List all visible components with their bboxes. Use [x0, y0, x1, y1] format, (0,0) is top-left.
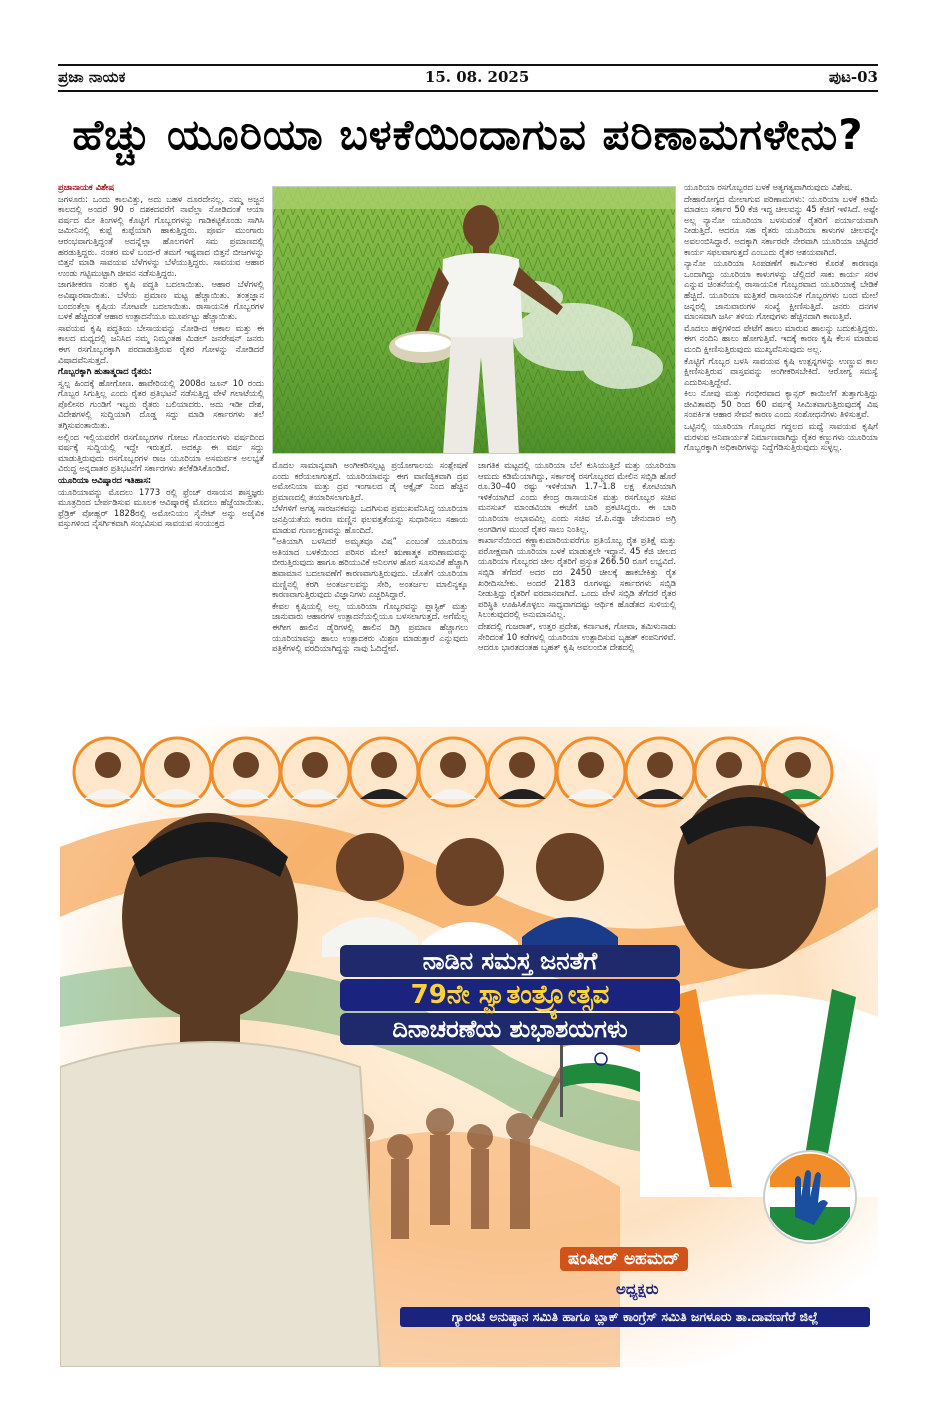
article-column-2: [272, 460, 468, 727]
paragraph: ಅಲ್ಲಿಂದ ಇಲ್ಲಿಯವರೆಗೆ ರಸಗೊಬ್ಬರಗಳ ಗೋಜು ಗೊಂದಲಗಳು ವರ್ಷದಿಂದ ವರ್ಷಕ್ಕೆ ಸುದ್ದಿಯಲ್ಲಿ ಇದ್ದೇ ಇರುತ್ತದೆ. ಅದಕ್ಕೂ ಈ ವರ್ಷ ಸದ್ದು ಮಾಡುತ್ತಿರುವುದು ರಸಗೊಬ್ಬರಗಳ ರಾಜ ಯೂರಿಯಾ ಅಸಮರ್ಪಕ ಅಲಭ್ಯತೆ ವಿರುದ್ಧ ಅನ್ನದಾತರ ಪ್ರತಿಭಟನೆಗೆ ಸರ್ಕಾರಗಳು ತಲೆಕೆಡಿಸಿಕೊಂಡಿವೆ.: [58, 431, 264, 474]
article-column-4: [684, 182, 878, 727]
greeting-line-3: ದಿನಾಚರಣೆಯ ಶುಭಾಶಯಗಳು: [340, 1013, 680, 1045]
greeting-line-1: ನಾಡಿನ ಸಮಸ್ತ ಜನತೆಗೆ: [340, 945, 680, 977]
independence-day-advertisement: [60, 727, 878, 1367]
article-column-3: [478, 460, 676, 727]
paragraph: ಬೆಳೆಗಳಿಗೆ ಅಗತ್ಯ ಸಾರಜನಕವನ್ನು ಒದಗಿಸುವ ಪ್ರಮುಖವೆನಿಸಿದ್ದ ಯೂರಿಯಾ ಜನಪ್ರಿಯತೆಯ ಕಾರಣ ಮಣ್ಣಿನ ಫಲವತ್ತತೆಯನ್ನು ಸುಧಾರಿಸಲು ಸಹಾಯ ಮಾಡುವ ಗುಣಲಕ್ಷಣವನ್ನು ಹೊಂದಿದೆ.: [272, 503, 468, 535]
advertiser-name: ಷಂಷೀರ್ ಅಹಮದ್: [560, 1247, 688, 1271]
masthead-rule-bottom: [58, 90, 878, 92]
paragraph: ಜಾಗತೀಕರಣ ನಂತರ ಕೃಷಿ ಪದ್ಧತಿ ಬದಲಾಯಿತು. ಆಹಾರ ಬೆಳೆಗಳಲ್ಲಿ ಅವಿಷ್ಕಾರವಾಯಿತು. ಬೆಳೆಯ ಪ್ರಮಾಣ ಮಟ್ಟ ಹೆಚ್ಚಾಯಿತು. ತಂತ್ರಜ್ಞಾನ ಬಂದಂತೆಲ್ಲಾ ಕೃಷಿಯ ನೋಟವೇ ಬದಲಾಯಿತು. ರಾಸಾಯನಿಕ ಗೊಬ್ಬರಗಳ ಬಳಕೆ ಹೆಚ್ಚಿದಂತೆ ಆಹಾರ ಉತ್ಪಾದನೆಯೂ ಮೂರ್ಪಟ್ಟು ಹೆಚ್ಚಾಯಿತು.: [58, 279, 264, 322]
paragraph: ಕಾರ್ಖಾನೆಯಿಂದ ಕಣ್ಣಾಕುಮಾರಿಯವರೆಗೂ ಪ್ರತಿಯೊಬ್ಬ ರೈತ ಪ್ರತಿಕ್ಷೆ ಮತ್ತು ಪರೋಕ್ಷವಾಗಿ ಯೂರಿಯಾ ಬಳಕೆ ಮಾಡುತ್ತಲೇ ಇದ್ದಾನೆ. 45 ಕೆಜಿ ಚೀಲದ ಯೂರಿಯಾ ಗೊಬ್ಬರದ ಚೀಲ ರೈತರಿಗೆ ಪ್ರಸ್ತುತ 266.50 ರೂಗೆ ಲಭ್ಯವಿದೆ. ಸಬ್ಸಿಡಿ ತೆಗೆದರೆ ಅದರ ದರ 2450 ಚೀಲಕ್ಕೆ ಹಾಕಬೇಕಿತ್ತು ರೈತ ಖರೀದಿಸಬೇಕು. ಅಂದರೆ 2183 ರೂಗಳಷ್ಟು ಸರ್ಕಾರಗಳು ಸಬ್ಸಿಡಿ ನೀಡುತ್ತಿದ್ದು ರೈತರಿಗೆ ವರದಾನವಾಗಿದೆ. ಒಂದು ವೇಳೆ ಸಬ್ಸಿಡಿ ತೆಗೆದರೆ ರೈತರ ಪರಿಸ್ಥಿತಿ ಊಹಿಸಿಕೊಳ್ಳಲು ಸಾಧ್ಯವಾಗದಷ್ಟು ಆರ್ಥಿಕ ಹೊಡೆತದ ಸುಳಿಯಲ್ಲಿ ಸಿಲುಕುವುದರಲ್ಲಿ ಅನುಮಾನವಿಲ್ಲ.: [478, 535, 676, 620]
advertiser-organisation: ಗ್ಯಾರಂಟಿ ಅನುಷ್ಠಾನ ಸಮಿತಿ ಹಾಗೂ ಬ್ಲಾಕ್ ಕಾಂಗ್ರೆಸ್ ಸಮಿತಿ ಜಗಳೂರು ತಾ.ದಾವಣಗೆರೆ ಜಿಲ್ಲೆ: [400, 1307, 870, 1327]
paragraph: ಸಾವಯವ ಕೃಷಿ ಪದ್ಧತಿಯ ಬೇಸಾಯವನ್ನು ನೋಡಿ-ದ ಆಕಾಲ ಮತ್ತು ಈ ಕಾಲದ ಮಧ್ಯದಲ್ಲಿ ಜನಿಸಿದ ನಮ್ಮ ನಿಮ್ಮಂತಹ ಮಿಡಲ್ ಜನರೇಷನ್ ಜನರು ಈಗ ರಸಗೊಬ್ಬರಕ್ಕಾಗಿ ಪರದಾಡುತ್ತಿರುವ ರೈತರ ಗೋಳನ್ನು ನೋಡಿದರೆ ವಿಷಾದವೆನಿಸುತ್ತದೆ.: [58, 322, 264, 365]
subheading: ಗೊಬ್ಬರಕ್ಕಾಗಿ ಹುತಾತ್ಮರಾದ ರೈತರು:: [58, 366, 152, 377]
portrait-circle: [350, 738, 418, 806]
ad-greeting: [340, 943, 680, 1047]
portrait-circle: [419, 738, 487, 806]
paragraph: “ಅತಿಯಾಗಿ ಬಳಸಿದರೆ ಅಮೃತವೂ ವಿಷ” ಎಂಬಂತೆ ಯೂರಿಯಾ ಅತಿಯಾದ ಬಳಕೆಯಿಂದ ಪರಿಸರ ಮೇಲೆ ಋಣಾತ್ಮಕ ಪರಿಣಾಮವನ್ನು ಬೀರುತ್ತಿರುವುದು ಹಾಗೂ ಹರಿಯುವಿಕೆ ಅನಿಲಗಳ ಹೊರ ಸೂಸುವಿಕೆ ಹೆಚ್ಚಾಗಿ ಹವಾಮಾನ ಬದಲಾವಣೆಗೆ ಕಾರಣವಾಗುತ್ತಿರುವುದು. ಜೊತೆಗೆ ಯೂರಿಯಾ ಮಣ್ಣಿನಲ್ಲಿ ಕರಗಿ ಅಂತರ್ಜಲವನ್ನು ಸೇರಿ, ಅಂತರ್ಜಲ ಮಾಲಿನ್ಯಕ್ಕೂ ಕಾರಣವಾಗುತ್ತಿರುವುದು ವಿಜ್ಞಾನಿಗಳು ಎಚ್ಚರಿಸಿದ್ದಾರೆ.: [272, 536, 468, 600]
article-column-1: [58, 182, 264, 727]
greeting-line-2: 79ನೇ ಸ್ವಾತಂತ್ರ್ಯೋತ್ಸವ: [340, 979, 680, 1011]
portrait-circle: [488, 738, 556, 806]
advertiser-designation: ಅಧ್ಯಕ್ಷರು: [616, 1280, 659, 1298]
portrait-circle: [143, 738, 211, 806]
paragraph: ದೇಹಾರೋಗ್ಯದ ಮೇಲಾಗುವ ಪರಿಣಾಮಗಳು: ಯೂರಿಯಾ ಬಳಕೆ ಕಡಿಮೆ ಮಾಡಲು ಸರ್ಕಾರ 50 ಕೆಜಿ ಇದ್ದ ಚೀಲವನ್ನು 45 ಕೆಜಿಗೆ ಇಳಿಸಿದೆ. ಅಷ್ಟೇ ಅಲ್ಲ ನ್ಯಾನೋ ಯೂರಿಯಾ ಬಳಸುವಂತೆ ರೈತರಿಗೆ ಪರ್ಯಾಯವಾಗಿ ನೀಡುತ್ತಿದೆ. ಆದರೂ ಸಹ ರೈತರು ಯೂರಿಯಾ ಕಾಳುಗಳ ಚೀಲವನ್ನೇ ಅವಲಂಬಿಸಿದ್ದಾರೆ. ಅದಕ್ಕಾಗಿ ಸರ್ಕಾರವೇ ನೇರವಾಗಿ ಯೂರಿಯಾ ಚಟ್ಟಿದರೆ ಕಾರ್ಯ ಸಫಲವಾಗುತ್ತದೆ ಎಂಬುದು ರೈತರ ಆಶಯವಾಗಿದೆ.: [684, 193, 878, 257]
headline: ಹೆಚ್ಚು ಯೂರಿಯಾ ಬಳಕೆಯಿಂದಾಗುವ ಪರಿಣಾಮಗಳೇನು?: [72, 110, 864, 159]
masthead: [58, 60, 878, 94]
paragraph: ಜಗಳೂರು: ಒಂದು ಕಾಲವಿತ್ತು, ಅದು ಬಹಳ ದೂರದೇನಲ್ಲ. ನಮ್ಮ ಅಜ್ಜನ ಕಾಲದಲ್ಲಿ ಅಂದರೆ 90 ರ ದಶಕದವರೆಗೆ ನಾವೆಲ್ಲಾ ನೋಡಿದಂತೆ ಆಯಾ ವರ್ಷದ ಮೇ ತಿಂಗಳಲ್ಲಿ ಕೊಟ್ಟಿಗೆ ಗೊಬ್ಬರಗಳನ್ನು ಗಾಡಿಕಟ್ಟಿಕೊಂಡು ಸಾಗಿಸಿ ಜಮೀನಿನಲ್ಲಿ ಕುಪ್ಪೆ ಕುಪ್ಪೆಯಾಗಿ ಹಾಕುತ್ತಿದ್ದರು. ಪೂರ್ವ ಮುಂಗಾರು ಆರಂಭವಾಗುತ್ತಿದ್ದಂತೆ ಅದನ್ನೆಲ್ಲಾ ಹೊಲಗಳಿಗೆ ಸಮ ಪ್ರಮಾಣದಲ್ಲಿ ಹರಡುತ್ತಿದ್ದರು. ನಂತರ ಮಳೆ ಬಂದ-ರೆ ತಮಗೆ ಇಷ್ಟವಾದ ಬಿತ್ತನೆ ಬೀಜಗಳನ್ನು ಬಿತ್ತನೆ ಮಾಡಿ ಸಾವಯವ ಬೆಳೆಗಳನ್ನು ಬೆಳೆಯುತ್ತಿದ್ದರು. ಸಾವಯವ ಆಹಾರ ಉಂಡು ಗಟ್ಟಿಮುಟ್ಟಾಗಿ ಜೀವನ ನಡೆಸುತ್ತಿದ್ದರು.: [58, 193, 264, 278]
portrait-circle: [212, 738, 280, 806]
paragraph: ಒಟ್ಟಿನಲ್ಲಿ ಯೂರಿಯಾ ಗೊಬ್ಬರದ ಗದ್ದಲದ ಮಧ್ಯೆ ಸಾವಯವ ಕೃಷಿಗೆ ಮರಳುವ ಅನಿವಾರ್ಯತೆ ನಿರ್ಮಾಣವಾಗಿದ್ದು ರೈತರ ಕಣ್ಣುಗಳು ಯೂರಿಯಾ ಗೊಬ್ಬರಕ್ಕಾಗಿ ಅಧಿಕಾರಿಗಳನ್ನು ನಿದ್ದೆಗೆಡಿಸುತ್ತಿರುವುದು ಸುಳ್ಳಲ್ಲ.: [684, 421, 878, 453]
subheading: ಯೂರಿಯಾ ಆವಿಷ್ಕಾರದ ಇತಿಹಾಸ:: [58, 475, 152, 486]
paragraph: ಕೊಟ್ಟಿಗೆ ಗೊಬ್ಬರ ಬಳಸಿ ಸಾವಯವ ಕೃಷಿ ಉತ್ಪನ್ನಗಳನ್ನು ಉಣ್ಣುವ ಕಾಲ ಕ್ಷೀಣಿಸುತ್ತಿರುವ ವಾಸ್ತವವನ್ನು ಅಂಗೀಕರಿಸಬೇಕಿದೆ. ಆರೋಗ್ಯ ಸಮಸ್ಯೆ ಎದುರಿಸುತ್ತಿದ್ದೇವೆ.: [684, 355, 878, 387]
farmer-spreading-urea-photo: [272, 186, 676, 454]
paragraph: ಜಾಗತಿಕ ಮಟ್ಟದಲ್ಲಿ ಯೂರಿಯಾ ಬೆಲೆ ಕುಸಿಯುತ್ತಿದೆ ಮತ್ತು ಯೂರಿಯಾ ಆಮದು ಕಡಿಮೆಯಾಗಿದ್ದು, ಸರ್ಕಾರಕ್ಕೆ ರಸಗೊಬ್ಬರದ ಮೇಲಿನ ಸಬ್ಸಿಡಿ ಹೊರೆ ರೂ.30–40 ರಷ್ಟು ಇಳಿಕೆಯಾಗಿ 1.7–1.8 ಲಕ್ಷ ಕೋಟಿಯಾಗಿ ಇಳಿಕೆಯಾಗಿದೆ ಎಂದು ಕೇಂದ್ರ ರಾಸಾಯನಿಕ ಮತ್ತು ರಸಗೊಬ್ಬರ ಸಚಿವ ಮನಸುಖ್ ಮಾಂಡವಿಯಾ ಈಚೆಗೆ ಬಾರಿ ಪ್ರಕಟಿಸಿದ್ದರು. ಈ ಬಾರಿ ಯೂರಿಯಾ ಅಭಾವವಿಲ್ಲ ಎಂದು ಸಚಿವ ಜೆ.ಪಿ.ನಡ್ಡಾ ಜೇನುದಾರ ಅಗ್ರಿ ಅಂಗಡಿಗಳ ಮುಂದೆ ರೈತರ ಸಾಲು ನಿಂತಿಲ್ಲ.: [478, 460, 676, 534]
portrait-circle: [281, 738, 349, 806]
portrait-circle: [626, 738, 694, 806]
party-hand-symbol-icon: [764, 1151, 856, 1243]
issue-date: 15. 08. 2025: [424, 68, 530, 86]
paragraph: ಕೇವಲ ಕೃಷಿಯಲ್ಲಿ ಅಲ್ಲ ಯೂರಿಯಾ ಗೊಬ್ಬರವನ್ನು ಪ್ಲಾಸ್ಟಿಕ್ ಮತ್ತು ಜಾನುವಾರು ಆಹಾರಗಳ ಉತ್ಪಾದನೆಯಲ್ಲಿಯೂ ಬಳಸಲಾಗುತ್ತದೆ. ಅಗೆಮೆಲ್ಲ ಈಗೀಗ ಹಾಲಿನ ಡೈರಿಗಳಲ್ಲಿ ಹಾಲಿನ ಡಿಗ್ರಿ ಪ್ರಮಾಣ ಹೆಚ್ಚಾಗಲು ಯೂರಿಯಾವನ್ನು ಹಾಲು ಉತ್ಪಾದಕರು ಮಿಶ್ರಣ ಮಾಡುತ್ತಾರೆ ಎನ್ನುವುದು ಪತ್ರಿಕೆಗಳಲ್ಲಿ ವರದಿಯಾಗಿದ್ದನ್ನು ನಾವು ಓದಿದ್ದೇವೆ.: [272, 600, 468, 654]
paragraph: ನ್ಯಾನೋ ಯೂರಿಯಾ ಸಿಂಪಡಣೆಗೆ ಕಾರ್ಮಿಕರ ಕೊರತೆ ಕಾರಣವೂ ಒಂದಾಗಿದ್ದು ಯೂರಿಯಾ ಕಾಳುಗಳನ್ನು ಚೆಲ್ಲಿದರೆ ಸಾಕು ಕಾರ್ಯ ಸರಳ ಎನ್ನುವ ಚಿಂತನೆಯಲ್ಲಿ ರಾಸಾಯನಿಕ ಗೊಬ್ಬರವಾದ ಯೂರಿಯಾಕ್ಕೆ ಬೇಡಿಕೆ ಹೆಚ್ಚಿದೆ. ಯೂರಿಯಾ ಮತ್ತಿತರೆ ರಾಸಾಯನಿಕ ಗೊಬ್ಬರಗಳು ಬಂದ ಮೇಲೆ ಜನ್ನರಲ್ಲಿ ಜಾನುವಾರುಗಳ ಸಂಖ್ಯೆ ಕ್ಷೀಣಿಸುತ್ತಿದೆ. ಜನರು ದನಗಳ ಮಾಂಸವಾಗಿ ಜರ್ಸಿ ತಳಿಯ ಗೋವುಗಳು ಹೆಚ್ಚಿನದಾಗಿ ಕಾಣುತ್ತಿವೆ.: [684, 258, 878, 322]
page-number: ಪುಟ-03: [828, 68, 878, 86]
paragraph: ಮೊದಲ ಸಾಮಾನ್ಯವಾಗಿ ಅಂಗೀಕರಿಸಲ್ಪಟ್ಟ ಪ್ರಯೋಗಾಲಯ ಸಂಶ್ಲೇಷಣೆ ಎಂದು ಕರೆಯಲಾಗುತ್ತದೆ. ಯೂರಿಯಾವನ್ನು ಈಗ ವಾಣಿಜ್ಯಿಕವಾಗಿ ದ್ರವ ಅಮೋನಿಯಾ ಮತ್ತು ದ್ರವ ಇಂಗಾಲದ ಡೈ ಆಕ್ಸೈಡ್ ನಿಂದ ಹೆಚ್ಚಿನ ಪ್ರಮಾಣದಲ್ಲಿ ತಯಾರಿಸಲಾಗುತ್ತಿದೆ.: [272, 460, 468, 502]
article-kicker: ಪ್ರಜಾನಾಯಕ ವಿಶೇಷ: [58, 182, 115, 192]
paragraph: ಮೊದಲು ಹಳ್ಳಿಗಳಿಂದ ಪೇಟೆಗೆ ಹಾಲು ಮಾರುವ ಹಾಲನ್ನು ಬದುಕುತ್ತಿದ್ದರು. ಈಗ ನಂದಿನಿ ಹಾಲು ಹೋಗುತ್ತಿವೆ. ಇದಕ್ಕೆ ಕಾರಣ ಕೃಷಿ ಕೆಲಸ ಮಾಡುವ ಮಂದಿ ಕ್ಷೀಣಿಸುತ್ತಿರುವುದು ಮುಖ್ಯವೆನಿಸುವುದು ಅಲ್ಲ.: [684, 322, 878, 354]
paragraph: ಕಿಲು ನೋವು ಮತ್ತು ಗಂಭೀರವಾದ ಕ್ಯಾನ್ಸರ್ ಕಾಯಿಲೆಗೆ ತುತ್ತಾಗುತ್ತಿದ್ದು ಜೀವಿತಾವಧಿ 50 ರಿಂದ 60 ವರ್ಷಕ್ಕೆ ಸೀಮಿತವಾಗುತ್ತಿರುವುದಕ್ಕೆ ವಿಷ ಸಂಪರ್ಕಿತ ಆಹಾರ ಸೇವನೆ ಕಾರಣ ಎಂದು ಸಂಶೋಧನೆಗಳು ತಿಳಿಸುತ್ತವೆ.: [684, 388, 878, 420]
paper-name: ಪ್ರಜಾ ನಾಯಕ: [58, 68, 126, 86]
farm-photo-illustration: [273, 187, 676, 454]
paragraph: ದೇಶದಲ್ಲಿ ಗುಜರಾತ್, ಉತ್ತರ ಪ್ರದೇಶ, ಕರ್ನಾಟಕ, ಗೋವಾ, ತಮಿಳುನಾಡು ಸೇರಿದಂತೆ 10 ಕಡೆಗಳಲ್ಲಿ ಯೂರಿಯಾ ಉತ್ಪಾದಿಸುವ ಬೃಹತ್ ಕಂಪನಿಗಳಿವೆ. ಆದರೂ ಭಾರತದಂತಹ ಬೃಹತ್ ಕೃಷಿ ಅವಲಂಬಿತ ದೇಶದಲ್ಲಿ: [478, 620, 676, 653]
ad-artwork: [60, 727, 878, 1367]
paragraph: ಸ್ವಲ್ಪ ಹಿಂದಕ್ಕೆ ಹೋಗೋಣ. ಹಾವೇರಿಯಲ್ಲಿ 2008ರ ಜೂನ್ 10 ರಂದು ಗೊಬ್ಬರ ಸಿಗುತ್ತಿಲ್ಲ ಎಂದು ರೈತರ ಪ್ರತಿಭಟನೆ ನಡೆಸುತ್ತಿದ್ದ ವೇಳೆ ಗಲಾಟೆಯಲ್ಲಿ ಪೊಲೀಸರ ಗುಂಡಿಗೆ ಇಬ್ಬರು ರೈತರು ಬಲಿಯಾದರು. ಅದು ಇಡೀ ದೇಶ, ವಿದೇಶಗಳಲ್ಲಿ ಸುದ್ದಿಯಾಗಿ ದೊಡ್ಡ ಸದ್ದು ಮಾಡಿ ಸರ್ಕಾರಗಳು ತಲೆ ತಗ್ಗಿಸುವಂತಾಯಿತು.: [58, 377, 264, 431]
paragraph: ಯೂರಿಯಾ ರಸಗೊಬ್ಬರದ ಬಳಕೆ ಅತ್ಯಗತ್ಯವಾಗಿರುವುದು ವಿಶೇಷ.: [684, 182, 853, 192]
paragraph: ಯೂರಿಯಾವನ್ನು ಮೊದಲು 1773 ರಲ್ಲಿ ಫ್ರೆಂಚ್ ರಸಾಯನ ಶಾಸ್ತ್ರಜ್ಞರು ಮೂತ್ರದಿಂದ ಬೇರ್ಪಡಿಸುವ ಮೂಲಕ ಆವಿಷ್ಕಾರಕ್ಕೆ ಮೊದಲು ಹೆಜ್ಜೆಯಾಯಿತು. ಫ್ರೆಡ್ರಿಕ್ ವೋಹ್ಲರ್ 1828ರಲ್ಲಿ ಅಮೋನಿಯಂ ಸೈನೇಟ್ ಅನ್ನು ಅಜೈವಿಕ ವಸ್ತುಗಳಿಂದ ನೈಸರ್ಗಿಕವಾಗಿ ಸಂಭವಿಸುವ ಸಾವಯವ ಸಂಯುಕ್ತದ: [58, 486, 264, 529]
portrait-circle: [557, 738, 625, 806]
portrait-circle: [74, 738, 142, 806]
